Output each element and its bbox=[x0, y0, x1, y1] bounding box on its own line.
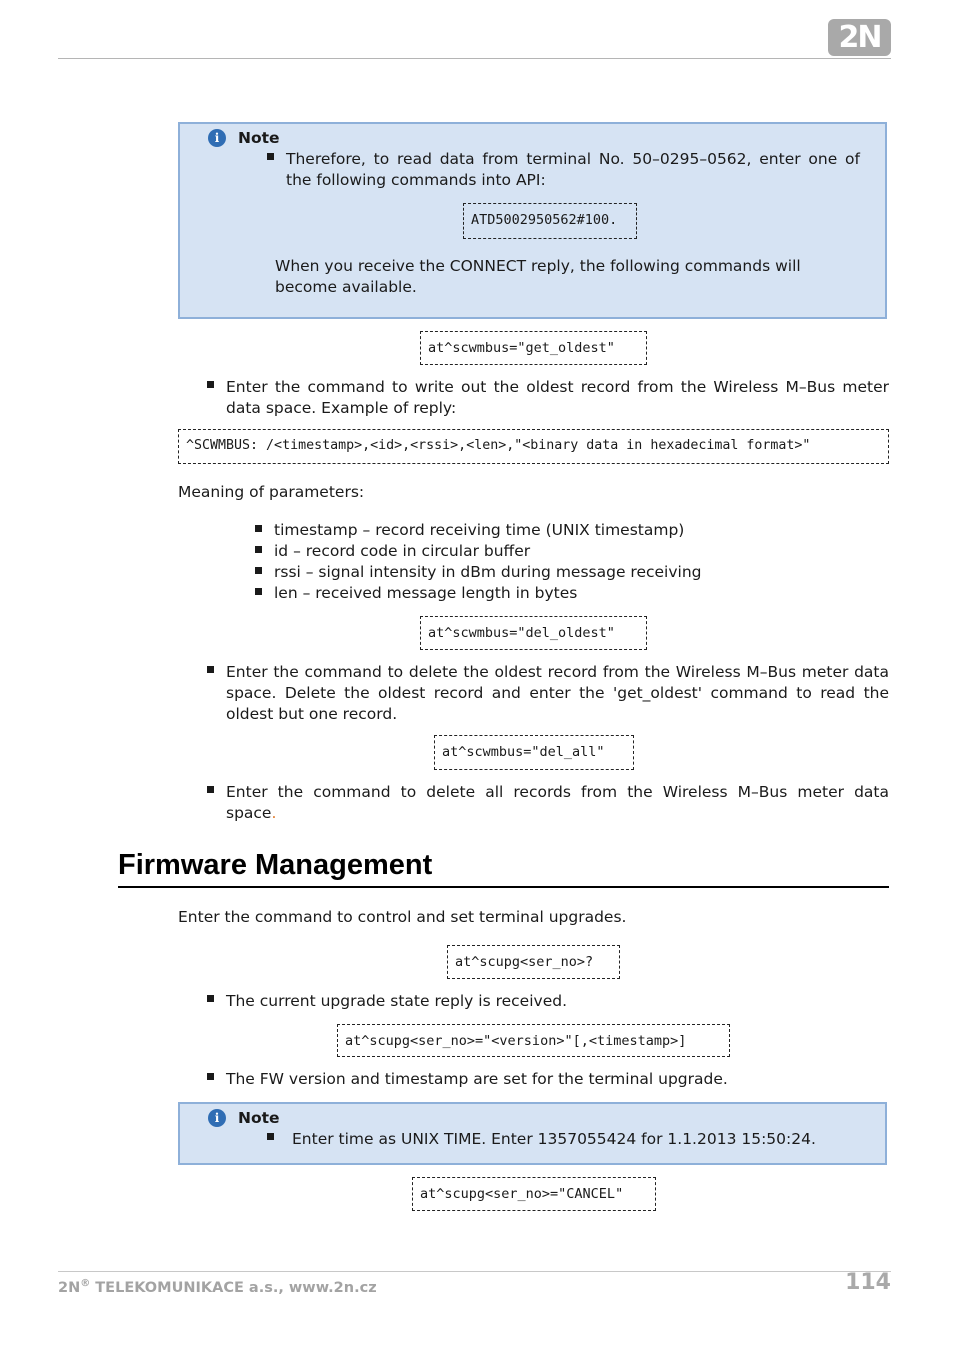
header-divider bbox=[58, 58, 891, 59]
param-item: len – received message length in bytes bbox=[274, 584, 578, 602]
section-intro: Enter the command to control and set terminal upgrades. bbox=[178, 908, 627, 926]
bullet-icon bbox=[267, 1133, 274, 1140]
bullet-icon bbox=[255, 546, 262, 553]
bullet-icon bbox=[207, 995, 214, 1002]
del-all-desc: Enter the command to delete all records from the Wireless M–Bus meter data bbox=[226, 783, 889, 801]
bullet-icon bbox=[267, 153, 274, 160]
del-all-desc-end: space. bbox=[226, 804, 277, 822]
page-number: 114 bbox=[845, 1270, 891, 1295]
info-icon: i bbox=[208, 129, 226, 147]
note-after-text: When you receive the CONNECT reply, the following commands will become available. bbox=[275, 257, 801, 296]
info-icon: i bbox=[208, 1109, 226, 1127]
code-get-oldest: at^scwmbus="get_oldest" bbox=[420, 331, 647, 365]
note-box-2 bbox=[178, 1102, 887, 1165]
note-title: Note bbox=[238, 1109, 280, 1127]
param-item: timestamp – record receiving time (UNIX timestamp) bbox=[274, 521, 685, 539]
bullet-icon bbox=[207, 786, 214, 793]
code-del-oldest: at^scwmbus="del_oldest" bbox=[420, 616, 647, 650]
param-item: rssi – signal intensity in dBm during message receiving bbox=[274, 563, 702, 581]
upg-set-desc: The FW version and timestamp are set for the terminal upgrade. bbox=[226, 1070, 728, 1088]
bullet-icon bbox=[207, 666, 214, 673]
code-upg-query: at^scupg<ser_no>? bbox=[447, 945, 620, 979]
footer-divider bbox=[58, 1271, 891, 1272]
note-box-1 bbox=[178, 122, 887, 319]
section-heading: Firmware Management bbox=[118, 849, 433, 881]
note-title: Note bbox=[238, 129, 280, 147]
note-text: Therefore, to read data from terminal No. 50–0295–0562, enter one of the following commands into API: bbox=[286, 150, 860, 189]
get-oldest-desc: Enter the command to write out the oldest record from the Wireless M–Bus meter data space. Example of reply: bbox=[226, 378, 889, 417]
2n-logo: 2N bbox=[828, 19, 891, 56]
bullet-icon bbox=[255, 567, 262, 574]
del-oldest-desc: Enter the command to delete the oldest record from the Wireless M–Bus meter data space. Delete the oldest record and enter the 'get_oldest' command to read the oldest but one record. bbox=[226, 663, 889, 723]
upg-query-desc: The current upgrade state reply is received. bbox=[226, 992, 567, 1010]
param-item: id – record code in circular buffer bbox=[274, 542, 531, 560]
code-block: ATD5002950562#100. bbox=[463, 203, 637, 239]
bullet-icon bbox=[255, 588, 262, 595]
code-del-all: at^scwmbus="del_all" bbox=[434, 735, 634, 770]
params-intro: Meaning of parameters: bbox=[178, 483, 365, 501]
code-reply-example: ^SCWMBUS: /<timestamp>,<id>,<rssi>,<len>,"<binary data in hexadecimal format>" bbox=[178, 429, 889, 464]
footer-company: 2N® TELEKOMUNIKACE a.s., www.2n.cz bbox=[58, 1278, 377, 1296]
bullet-icon bbox=[207, 381, 214, 388]
bullet-icon bbox=[207, 1073, 214, 1080]
bullet-icon bbox=[255, 525, 262, 532]
code-upg-set: at^scupg<ser_no>="<version>"[,<timestamp>] bbox=[337, 1024, 730, 1057]
code-upg-cancel: at^scupg<ser_no>="CANCEL" bbox=[412, 1177, 656, 1211]
note-text: Enter time as UNIX TIME. Enter 1357055424 for 1.1.2013 15:50:24. bbox=[292, 1130, 816, 1148]
heading-rule bbox=[118, 886, 889, 888]
